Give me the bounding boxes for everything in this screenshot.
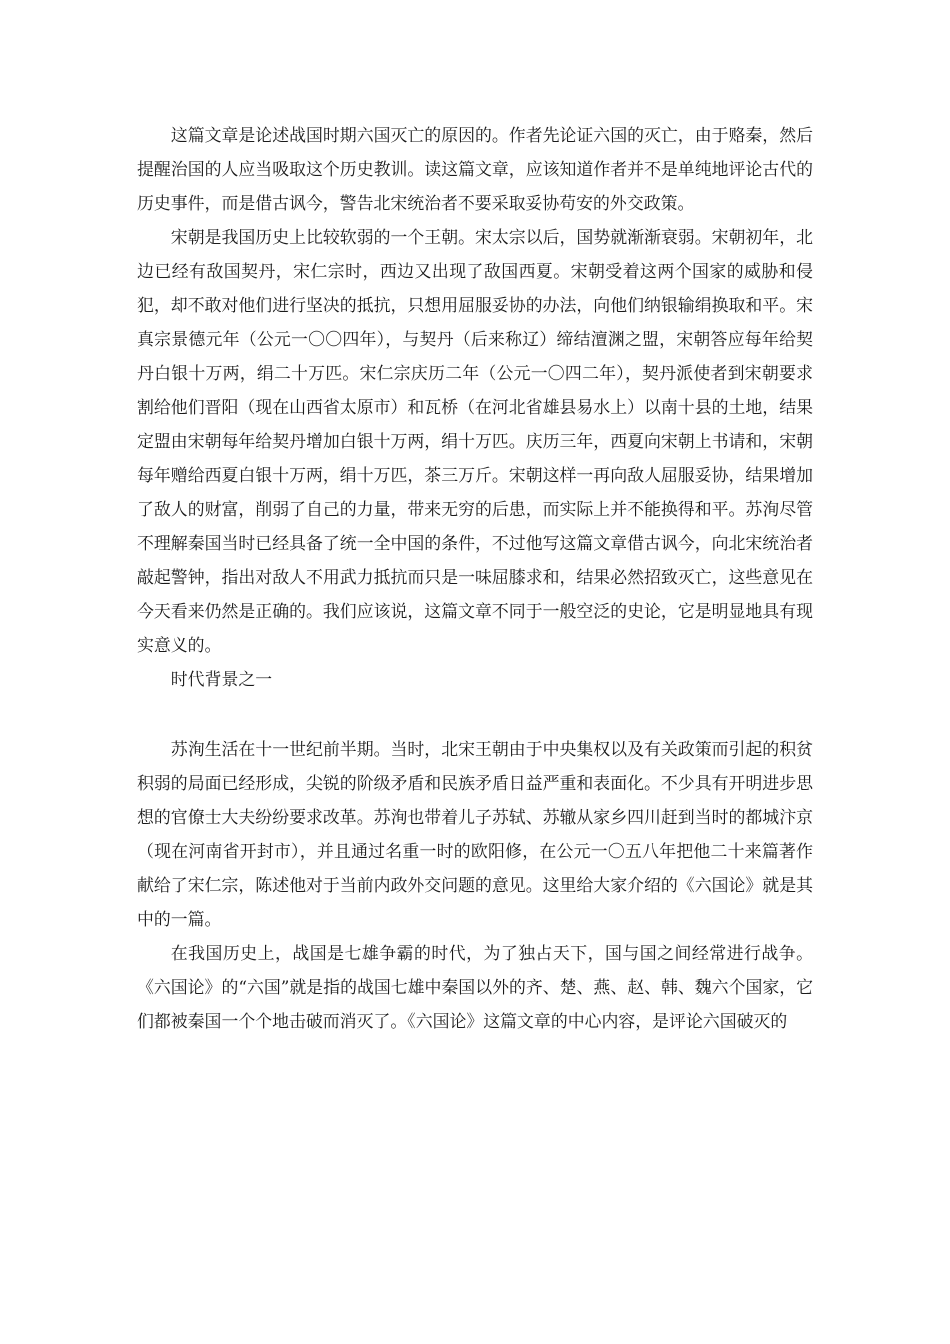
section-heading: 时代背景之一 bbox=[170, 669, 273, 689]
paragraph-warring-states: 在我国历史上，战国是七雄争霸的时代，为了独占天下，国与国之间经常进行战争。《六国论》的“六国”就是指的战国七雄中秦国以外的齐、楚、燕、赵、韩、魏六个国家，它们都被秦国一个个地击破而消灭了。《六国论》这篇文章的中心内容，是评论六国破灭的 bbox=[137, 943, 814, 1031]
document-page bbox=[137, 118, 813, 1038]
paragraph-summary: 这篇文章是论述战国时期六国灭亡的原因的。作者先论证六国的灭亡，由于赂秦，然后提醒治国的人应当吸取这个历史教训。读这篇文章，应该知道作者并不是单纯地评论古代的历史事件，而是借古讽今，警告北宋统治者不要采取妥协苟安的外交政策。 bbox=[137, 125, 813, 213]
paragraph-song-dynasty: 宋朝是我国历史上比较软弱的一个王朝。宋太宗以后，国势就渐渐衰弱。宋朝初年，北边已经有敌国契丹，宋仁宗时，西边又出现了敌国西夏。宋朝受着这两个国家的威胁和侵犯，却不敢对他们进行坚决的抵抗，只想用屈服妥协的办法，向他们纳银输绢换取和平。宋真宗景德元年（公元一〇〇四年），与契丹（后来称辽）缔结澶渊之盟，宋朝答应每年给契丹白银十万两，绢二十万匹。宋仁宗庆历二年（公元一〇四二年），契丹派使者到宋朝要求割给他们晋阳（现在山西省太原市）和瓦桥（在河北省雄县易水上）以南十县的土地，结果定盟由宋朝每年给契丹增加白银十万两，绢十万匹。庆历三年，西夏向宋朝上书请和，宋朝每年赠给西夏白银十万两，绢十万匹，茶三万斤。宋朝这样一再向敌人屈服妥协，结果增加了敌人的财富，削弱了自己的力量，带来无穷的后患，而实际上并不能换得和平。苏洵尽管不理解秦国当时已经具备了统一全中国的条件，不过他写这篇文章借古讽今，向北宋统治者敲起警钟，指出对敌人不用武力抵抗而只是一味屈膝求和，结果必然招致灭亡，这些意见在今天看来仍然是正确的。我们应该说，这篇文章不同于一般空泛的史论，它是明显地具有现实意义的。 bbox=[137, 227, 813, 655]
heading-spacer bbox=[137, 696, 813, 732]
paragraph-su-xun: 苏洵生活在十一世纪前半期。当时，北宋王朝由于中央集权以及有关政策而引起的积贫积弱的局面已经形成，尖锐的阶级矛盾和民族矛盾日益严重和表面化。不少具有开明进步思想的官僚士大夫纷纷要求改革。苏洵也带着儿子苏轼、苏辙从家乡四川赶到当时的都城汴京（现在河南省开封市），并且通过名重一时的欧阳修，在公元一〇五八年把他二十来篇著作献给了宋仁宗，陈述他对于当前内政外交问题的意见。这里给大家介绍的《六国论》就是其中的一篇。 bbox=[137, 739, 813, 929]
